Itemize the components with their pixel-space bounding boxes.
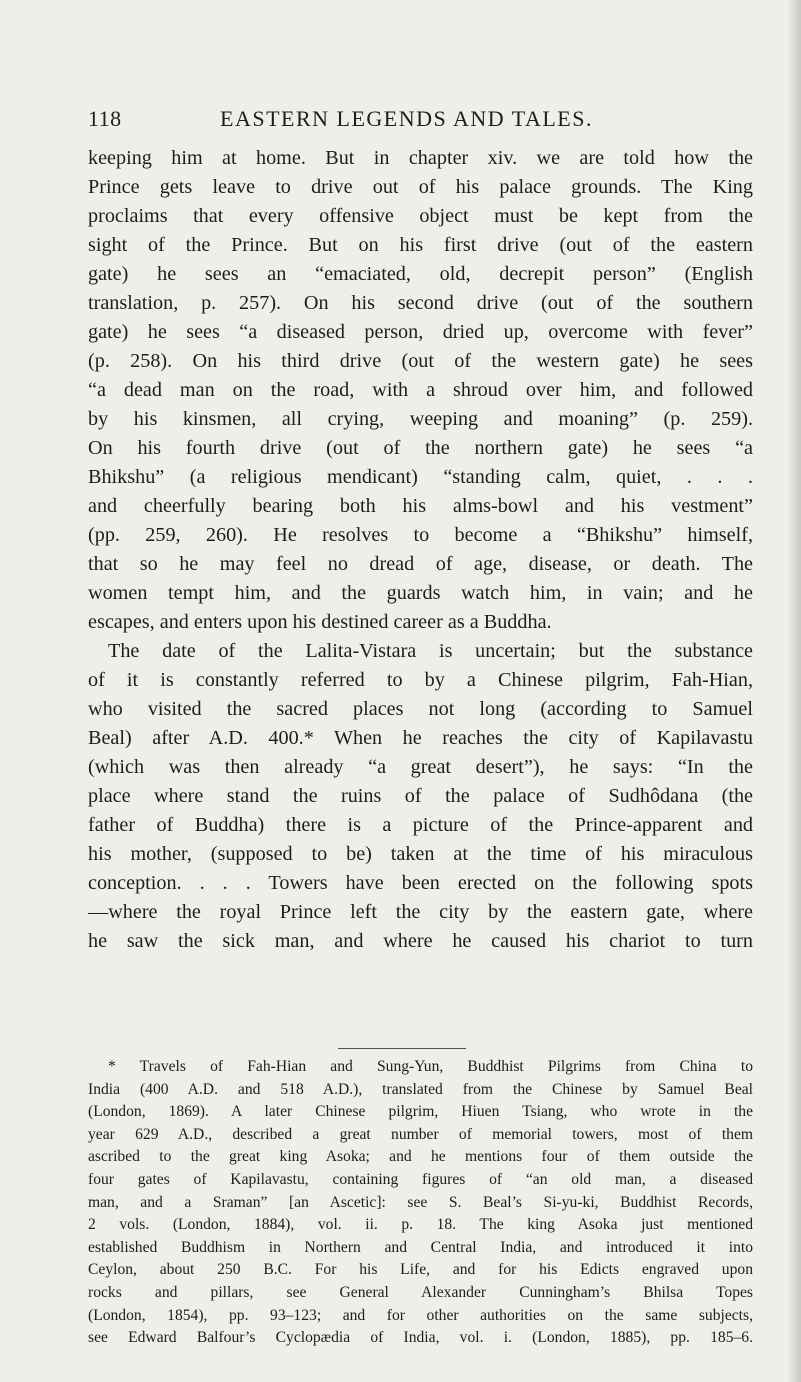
body-line: that so he may feel no dread of age, disease, or death. The [88, 553, 753, 575]
body-line: (pp. 259, 260). He resolves to become a “Bhikshu” himself, [88, 524, 753, 546]
footnote-line: rocks and pillars, see General Alexander Cunningham’s Bhilsa Topes [88, 1283, 753, 1301]
body-line: escapes, and enters upon his destined career as a Buddha. [88, 611, 552, 633]
footnote-line: man, and a Sraman” [an Ascetic]: see S. Beal’s Si-yu-ki, Buddhist Records, [88, 1193, 753, 1211]
footnote-line: year 629 A.D., described a great number of memorial towers, most of them [88, 1125, 753, 1143]
body-line: conception. . . . Towers have been erected on the following spots [88, 872, 753, 894]
page-edge-shadow [787, 0, 801, 1382]
body-line: place where stand the ruins of the palace of Sudhôdana (the [88, 785, 753, 807]
body-line: “a dead man on the road, with a shroud over him, and followed [88, 379, 753, 401]
footnote-line: * Travels of Fah-Hian and Sung-Yun, Buddhist Pilgrims from China to [108, 1058, 753, 1075]
body-line: by his kinsmen, all crying, weeping and moaning” (p. 259). [88, 408, 753, 430]
page-number: 118 [88, 106, 122, 131]
body-line: women tempt him, and the guards watch him, in vain; and he [88, 582, 753, 604]
body-line: father of Buddha) there is a picture of the Prince-apparent and [88, 814, 753, 836]
footnote-line: Ceylon, about 250 B.C. For his Life, and for his Edicts engraved upon [88, 1261, 753, 1279]
footnote-line: 2 vols. (London, 1884), vol. ii. p. 18. The king Asoka just mentioned [88, 1216, 753, 1234]
body-line: proclaims that every offensive object must be kept from the [88, 205, 753, 227]
body-line: gate) he sees an “emaciated, old, decrepit person” (English [88, 263, 753, 285]
footnote-line: (London, 1869). A later Chinese pilgrim, Hiuen Tsiang, who wrote in the [88, 1103, 753, 1121]
body-line: and cheerfully bearing both his alms-bowl and his vestment” [88, 495, 753, 517]
body-line: Prince gets leave to drive out of his palace grounds. The King [88, 176, 753, 198]
running-title: EASTERN LEGENDS AND TALES. [220, 106, 593, 131]
body-line: The date of the Lalita-Vistara is uncertain; but the substance [108, 640, 753, 662]
body-line: Bhikshu” (a religious mendicant) “standing calm, quiet, . . . [88, 466, 753, 488]
body-line: of it is constantly referred to by a Chinese pilgrim, Fah-Hian, [88, 669, 753, 691]
body-line: keeping him at home. But in chapter xiv. we are told how the [88, 147, 753, 169]
footnote-rule [338, 1048, 466, 1049]
body-line: On his fourth drive (out of the northern gate) he sees “a [88, 437, 753, 459]
footnote-line: four gates of Kapilavastu, containing figures of “an old man, a diseased [88, 1170, 753, 1188]
footnote [88, 1056, 753, 1350]
body-line: who visited the sacred places not long (according to Samuel [88, 698, 753, 720]
body-line: (p. 258). On his third drive (out of the western gate) he sees [88, 350, 753, 372]
body-line: (which was then already “a great desert”), he says: “In the [88, 756, 753, 778]
footnote-line: see Edward Balfour’s Cyclopædia of India, vol. i. (London, 1885), pp. 185–6. [88, 1329, 753, 1347]
body-line: translation, p. 257). On his second drive (out of the southern [88, 292, 753, 314]
body-line: —where the royal Prince left the city by the eastern gate, where [88, 901, 753, 923]
body-line: Beal) after A.D. 400.* When he reaches the city of Kapilavastu [88, 727, 753, 749]
footnote-line: India (400 A.D. and 518 A.D.), translated from the Chinese by Samuel Beal [88, 1080, 753, 1098]
footnote-line: ascribed to the great king Asoka; and he mentions four of them outside the [88, 1148, 753, 1166]
body-line: his mother, (supposed to be) taken at the time of his miraculous [88, 843, 753, 865]
body-line: gate) he sees “a diseased person, dried up, overcome with fever” [88, 321, 753, 343]
body-line: sight of the Prince. But on his first drive (out of the eastern [88, 234, 753, 256]
footnote-line: (London, 1854), pp. 93–123; and for other authorities on the same subjects, [88, 1306, 753, 1324]
body-line: he saw the sick man, and where he caused his chariot to turn [88, 930, 753, 952]
body-text [88, 144, 753, 956]
page-header [88, 106, 761, 136]
footnote-line: established Buddhism in Northern and Central India, and introduced it into [88, 1238, 753, 1256]
